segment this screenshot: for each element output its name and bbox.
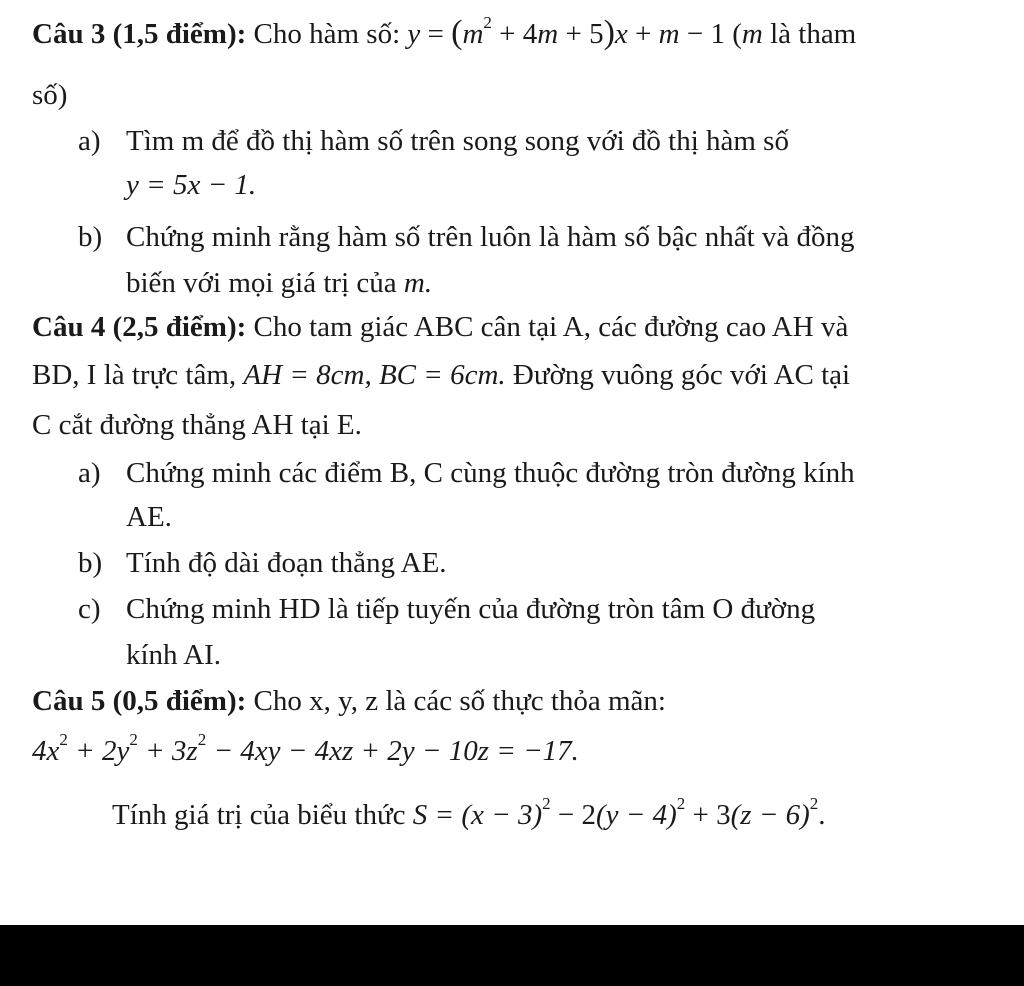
q3-b-cont: biến với mọi giá trị của m.: [126, 267, 433, 299]
q3-b-text: Chứng minh rằng hàm số trên luôn là hàm số bậc nhất và đồng: [126, 221, 855, 253]
q4-c-text: Chứng minh HD là tiếp tuyến của đường tròn tâm O đường: [126, 593, 816, 625]
q4-intro: Cho tam giác ABC cân tại A, các đường cao AH và: [246, 311, 849, 343]
q3-a-label: a): [78, 125, 101, 157]
q3-part-b: [78, 220, 855, 254]
q3-part-a: [78, 124, 789, 158]
q3-intro: Cho hàm số:: [246, 18, 408, 50]
q4-part-a: [78, 456, 855, 490]
q4-line-2: BD, I là trực tâm, AH = 8cm, BC = 6cm. Đường vuông góc với AC tại: [32, 359, 851, 391]
q4-line-3: C cắt đường thẳng AH tại E.: [32, 409, 362, 441]
q3-heading: Câu 3 (1,5 điểm):: [32, 18, 247, 50]
q5-expression: $S = (x - 3)^2 - 2(y - 4)^2 + 3(z - 6)^2$.: [412, 794, 826, 831]
bottom-black-bar: [0, 925, 1024, 986]
q3-line-2: số): [32, 79, 68, 111]
q3-b-label: b): [78, 221, 103, 253]
q4-b-label: b): [78, 547, 103, 579]
q4-c-label: c): [78, 593, 101, 625]
q4-measure-formula: AH = 8cm, BC = 6cm.: [243, 359, 506, 391]
q4-heading: Câu 4 (2,5 điểm):: [32, 311, 247, 343]
q4-c-cont: kính AI.: [126, 639, 222, 671]
q3-line-1: Câu 3 (1,5 điểm): Cho hàm số: $y = (m^2 + 4m + 5)x + m - 1$ (m là tham: [32, 13, 857, 51]
q3-formula: $y = (m^2 + 4m + 5)x + m - 1$: [407, 13, 725, 51]
q5-intro: Cho x, y, z là các số thực thỏa mãn:: [246, 685, 666, 717]
q3-a-formula: y = 5x − 1.: [126, 169, 257, 201]
q4-a-cont: AE.: [126, 501, 172, 533]
q3-a-text: Tìm m để đồ thị hàm số trên song song với đồ thị hàm số: [126, 125, 789, 157]
q5-equation: $4x^2 + 2y^2 + 3z^2 - 4xy - 4xz + 2y - 10z = -17$.: [32, 730, 579, 767]
q5-heading: Câu 5 (0,5 điểm):: [32, 685, 247, 717]
q4-a-label: a): [78, 457, 101, 489]
q4-part-c: [78, 592, 815, 626]
q5-task: Tính giá trị của biểu thức $S = (x - 3)^2 - 2(y - 4)^2 + 3(z - 6)^2$.: [112, 794, 826, 831]
q4-part-b: [78, 546, 447, 580]
q4-a-text: Chứng minh các điểm B, C cùng thuộc đường tròn đường kính: [126, 457, 855, 489]
q5-line-1: [32, 684, 666, 718]
q4-b-text: Tính độ dài đoạn thẳng AE.: [126, 547, 447, 579]
q4-line-1: [32, 310, 848, 344]
